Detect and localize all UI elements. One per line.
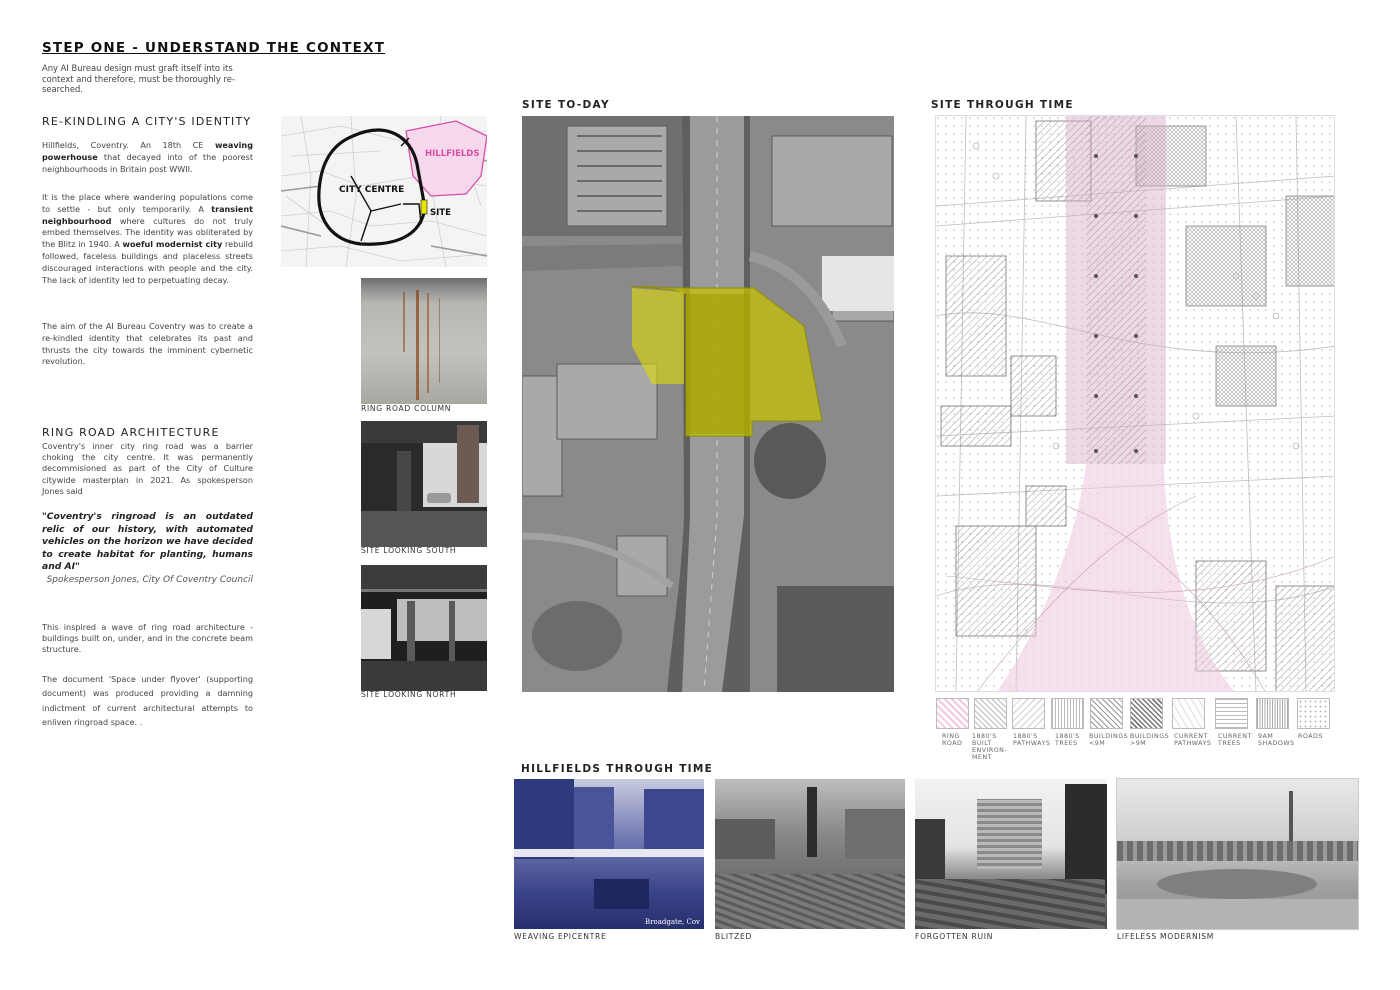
identity-p1-text-a: Hillfields, Coventry. An 18th CE — [42, 140, 215, 150]
caption-site-looking-north: SITE LOOKING NORTH — [361, 690, 457, 699]
legend-swatch-buildings-gt-9m — [1130, 698, 1163, 729]
photo-site-looking-south — [361, 421, 487, 547]
aerial-drawing — [522, 116, 894, 692]
locator-map-drawing — [281, 116, 487, 267]
legend-label-current-pathways: CURRENT PATHWAYS — [1174, 733, 1212, 747]
hillfields-photo-lifeless-modernism — [1117, 779, 1358, 929]
legend-label-buildings-lt-9m: BUILDINGS <9M — [1089, 733, 1129, 747]
photo-ring-road-column — [361, 278, 487, 404]
caption-forgotten-ruin: FORGOTTEN RUIN — [915, 932, 994, 941]
map-label-city-centre: CITY CENTRE — [339, 185, 405, 195]
legend-swatch-ring-road — [936, 698, 969, 729]
legend-swatch-current-pathways — [1172, 698, 1205, 729]
caption-lifeless-modernism: LIFELESS MODERNISM — [1117, 932, 1215, 941]
legend-label-current-trees: CURRENT TREES — [1218, 733, 1252, 747]
legend-swatch-roads — [1297, 698, 1330, 729]
site-through-time-title: SITE THROUGH TIME — [931, 99, 1074, 111]
site-today-title: SITE TO-DAY — [522, 99, 610, 111]
hillfields-photo-forgotten-ruin — [915, 779, 1107, 929]
postcard-caption: Broadgate, Cov — [645, 918, 700, 926]
identity-paragraph-3: The aim of the AI Bureau Coventry was to create a re-kindled identity that celebrates its past and thrusts the city towards the imminent cybernetic revolution. — [42, 321, 253, 367]
legend-swatch-1880s-pathways — [1012, 698, 1045, 729]
ringroad-heading: RING ROAD ARCHITECTURE — [42, 426, 220, 439]
identity-p2-text-e: rebuild followed, faceless buildings and placeless streets discouraged interactions with people and the city. The lack of identity led to perpetuating decay. — [42, 239, 253, 285]
caption-site-looking-south: SITE LOOKING SOUTH — [361, 546, 457, 555]
ringroad-paragraph-3: The document 'Space under flyover' (supporting document) was produced providing a damning indictment of current architectural attempts to enliven ringroad space. . — [42, 674, 253, 727]
locator-map — [281, 116, 487, 267]
hillfields-title: HILLFIELDS THROUGH TIME — [521, 763, 714, 775]
legend-swatch-1880s-trees — [1051, 698, 1084, 729]
hillfields-photo-blitzed — [715, 779, 905, 929]
identity-p2-bold-1: transient neighbourhood — [42, 203, 253, 226]
ringroad-quote: "Coventry's ringroad is an outdated relic of our history, with automated vehicles on the horizon we have decided to create habitat for planting, humans and AI" — [42, 511, 253, 573]
hillfields-photo-weaving-epicentre — [514, 779, 704, 929]
caption-ring-road-column: RING ROAD COLUMN — [361, 404, 452, 413]
intro-text: Any AI Bureau design must graft itself into its context and therefore, must be thoroughly re-searched. — [42, 63, 235, 95]
identity-p2-text-a: It is the place where wandering populations come to settle - but only temporarily. A — [42, 192, 253, 214]
identity-paragraph-1 — [42, 140, 253, 175]
legend-label-1880s-trees: 1880'S TREES — [1055, 733, 1080, 747]
identity-p1-bold: weaving powerhouse — [42, 140, 253, 162]
ringroad-paragraph-1: Coventry's inner city ring road was a barrier choking the city centre. It was permanently decommisioned as part of the City of Culture citywide masterplan in 2021. As spokesperson Jones said — [42, 441, 253, 496]
legend-swatch-9am-shadows — [1256, 698, 1289, 729]
identity-p2-text-c: where cultures do not truly embed themselves. The identity was obliterated by the Blitz in 1940. A — [42, 215, 253, 250]
legend-label-ring-road: RING ROAD — [942, 733, 963, 747]
identity-heading: RE-KINDLING A CITY'S IDENTITY — [42, 115, 252, 128]
legend-label-buildings-gt-9m: BUILDINGS >9M — [1130, 733, 1170, 747]
legend-swatch-current-trees — [1215, 698, 1248, 729]
legend-label-1880s-built: 1880'S BUILT ENVIRON-MENT — [972, 733, 1008, 761]
identity-p2-bold-2: woeful modernist city — [122, 239, 223, 250]
caption-weaving-epicentre: WEAVING EPICENTRE — [514, 932, 607, 941]
legend-label-9am-shadows: 9AM SHADOWS — [1258, 733, 1295, 747]
identity-paragraph-2 — [42, 192, 253, 286]
caption-blitzed: BLITZED — [715, 932, 753, 941]
site-through-time-map — [935, 115, 1335, 692]
legend-swatch-buildings-lt-9m — [1090, 698, 1123, 729]
legend-label-1880s-pathways: 1880'S PATHWAYS — [1013, 733, 1051, 747]
ringroad-quote-cite: Spokesperson Jones, City Of Coventry Council — [46, 575, 253, 585]
time-map-drawing — [936, 116, 1335, 692]
map-label-hillfields: HILLFIELDS — [425, 149, 480, 159]
page-title: STEP ONE - UNDERSTAND THE CONTEXT — [42, 40, 386, 56]
ringroad-paragraph-2: This inspired a wave of ring road architecture - buildings built on, under, and in the concrete beam structure. — [42, 622, 253, 655]
photo-site-looking-north — [361, 565, 487, 691]
legend-swatch-1880s-built — [974, 698, 1007, 729]
site-today-aerial — [522, 116, 894, 692]
identity-p1-text-c: that decayed into of the poorest neighbourhoods in Britain post WWII. — [42, 151, 253, 174]
map-label-site: SITE — [430, 208, 451, 218]
legend-label-roads: ROADS — [1298, 733, 1323, 740]
